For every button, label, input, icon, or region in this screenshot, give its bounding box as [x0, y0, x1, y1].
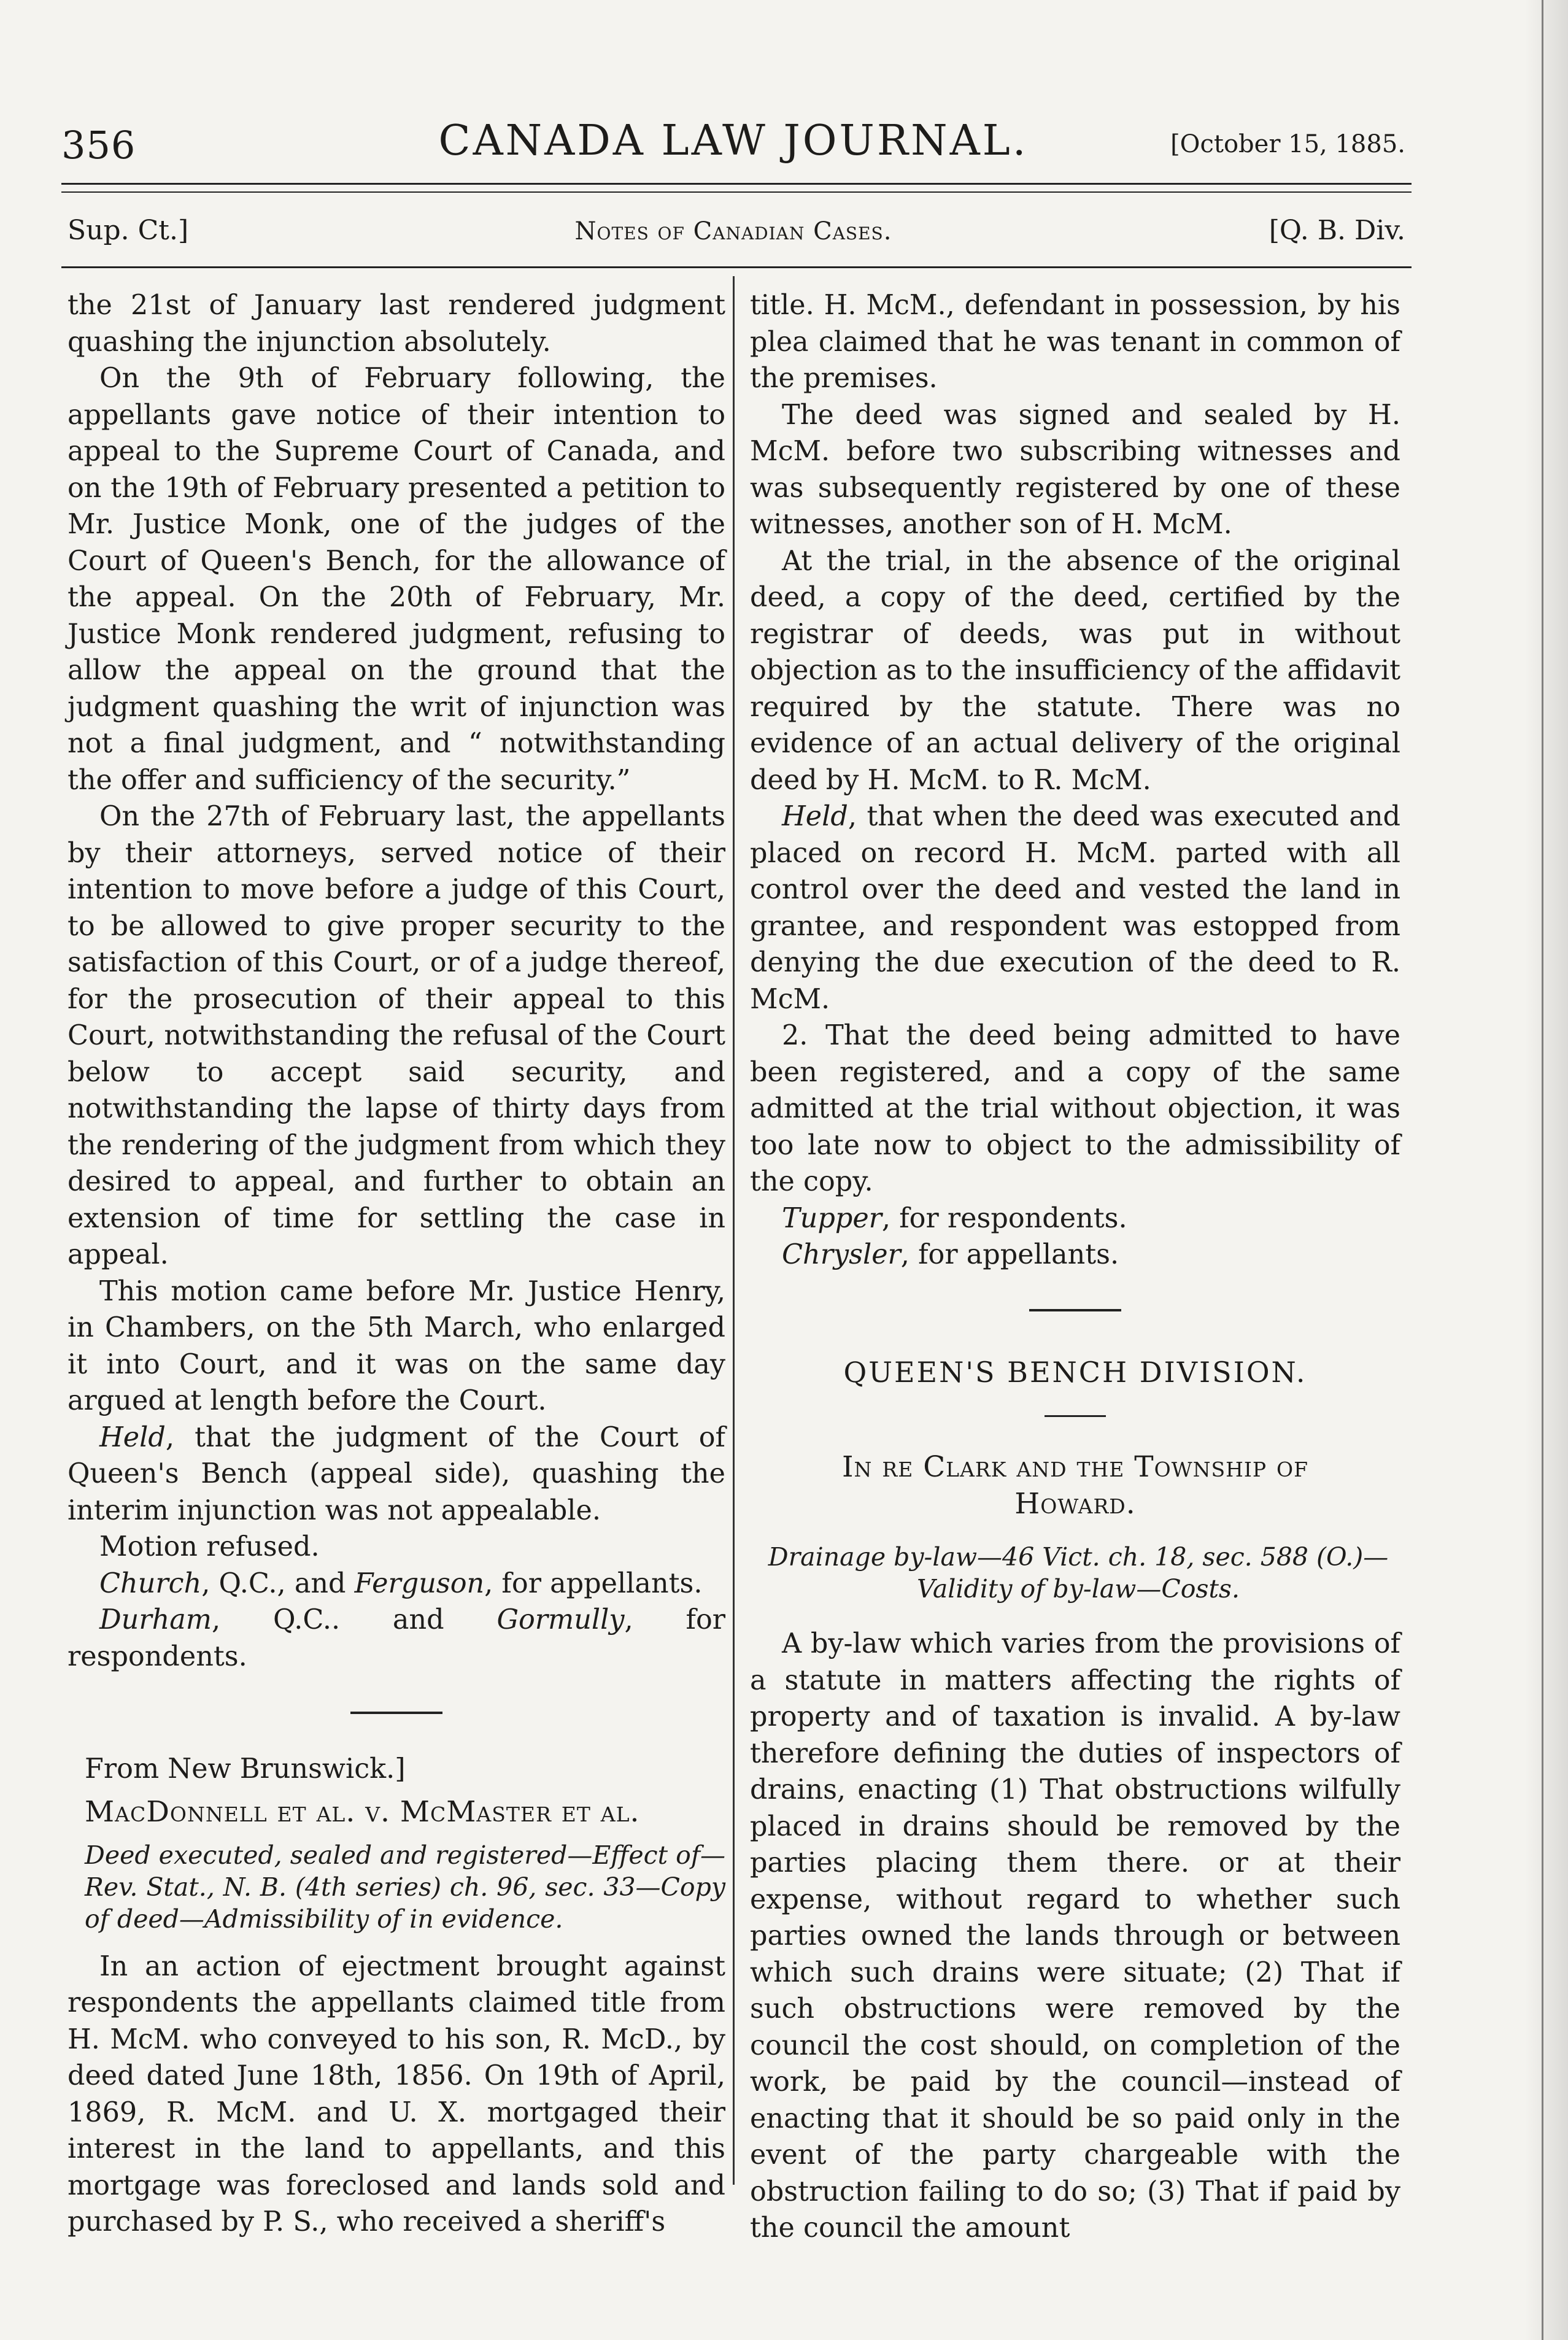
- page-edge-line: [1542, 0, 1543, 2340]
- counsel-name: Gormully: [496, 1604, 625, 1635]
- paragraph: This motion came before Mr. Justice Henry, in Chambers, on the 5th March, who enlarged it into Court, and it was on the same day argued at length before the Court.: [68, 1275, 725, 1416]
- case-title: MacDonnell et al. v. McMaster et al.: [85, 1794, 640, 1829]
- case-title: In re Clark and the Township of: [841, 1450, 1309, 1484]
- counsel-text: , for respondents.: [68, 1604, 726, 1672]
- division-label: [Q. B. Div.: [1269, 215, 1405, 246]
- catchwords: Drainage by-law—46 Vict. ch. 18, sec. 588 (O.)—: [768, 1542, 1389, 1572]
- held-text: , that the judgment of the Court of Queen's Bench (appeal side), quashing the interim injunction was not appealable.: [68, 1421, 725, 1526]
- court-label: Sup. Ct.]: [68, 215, 189, 246]
- counsel-text: , for respondents.: [881, 1202, 1127, 1234]
- counsel-line: [68, 1566, 725, 1602]
- counsel-name: Chrysler: [782, 1239, 901, 1270]
- running-head: [61, 110, 1405, 178]
- counsel-line: [68, 1602, 725, 1675]
- counsel-line: [750, 1200, 1400, 1237]
- paragraph: 2. That the deed being admitted to have been registered, and a copy of the same admitted at the trial without objection, it was too late now to object to the admissibility of the copy.: [750, 1020, 1400, 1197]
- page-number: 356: [61, 123, 136, 168]
- left-column: [68, 287, 725, 2241]
- case-origin: From New Brunswick.]: [85, 1753, 406, 1785]
- counsel-text: , for appellants.: [484, 1567, 703, 1599]
- subheader-rule: [61, 266, 1412, 268]
- paragraph: The deed was signed and sealed by H. McM. before two subscribing witnesses and was subsequently registered by one of these witnesses, another son of H. McM.: [750, 399, 1400, 540]
- paragraph: In an action of ejectment brought against respondents the appellants claimed title from H. McM. who conveyed to his son, R. McD., by deed dated June 18th, 1856. On 19th of April, 1869, R. McM. and U. X. mortgaged their interest in the land to appellants, and this mortgage was foreclosed and lands sold and purchased by P. S., who received a sheriff's: [68, 1950, 725, 2238]
- paragraph: title. H. McM., defendant in possession, by his plea claimed that he was tenant in common of the premises.: [750, 290, 1400, 394]
- catchwords: Validity of by-law—Costs.: [917, 1574, 1240, 1604]
- counsel-line: [750, 1237, 1400, 1273]
- case-title: Howard.: [1014, 1487, 1136, 1521]
- counsel-name: Tupper: [782, 1202, 882, 1234]
- held-paragraph: [68, 1419, 725, 1529]
- counsel-text: , Q.C.. and: [212, 1604, 497, 1635]
- counsel-text: , for appellants.: [900, 1239, 1119, 1270]
- page-edge-shadow: [1525, 0, 1568, 2340]
- counsel-name: Church: [99, 1567, 202, 1599]
- paragraph: A by-law which varies from the provisions of a statute in matters affecting the rights of property and of taxation is invalid. A by-law therefore defining the duties of inspectors of drains, enacting (1) That obstructions wilfully placed in drains should be removed by the parties placing them there. or at their expense, without regard to whether such parties owned the lands through or between which such drains were situate; (2) That if such obstructions were removed by the council the cost should, on completion of the work, be paid by the council—instead of enacting that it should be so paid only in the event of the party chargeable with the obstruction failing to do so; (3) That if paid by the council the amount: [750, 1628, 1400, 2244]
- paragraph: At the trial, in the absence of the original deed, a copy of the deed, certified by the registrar of deeds, was put in without objection as to the insufficiency of the affidavit required by the statute. There was no evidence of an actual delivery of the original deed by H. McM. to R. McM.: [750, 545, 1400, 796]
- column-divider: [733, 276, 735, 2185]
- counsel-name: Durham: [99, 1604, 212, 1635]
- held-paragraph: [750, 798, 1400, 1017]
- paragraph: On the 27th of February last, the appellants by their attorneys, served notice of their intention to move before a judge of this Court, to be allowed to give proper security to the satisfaction of this Court, or of a judge thereof, for the prosecution of their appeal to this Court, notwithstanding the refusal of the Court below to accept said security, and notwithstanding the lapse of thirty days from the rendering of the judgment from which they desired to appeal, and further to obtain an extension of time for settling the case in appeal.: [68, 801, 725, 1270]
- counsel-text: , Q.C., and: [201, 1567, 355, 1599]
- header-rule-top: [61, 183, 1412, 185]
- paragraph: On the 9th of February following, the appellants gave notice of their intention to appeal to the Supreme Court of Canada, and on the 19th of February presented a petition to Mr. Justice Monk, one of the judges of the Court of Queen's Bench, for the allowance of the appeal. On the 20th of February, Mr. Justice Monk rendered judgment, refusing to allow the appeal on the ground that the judgment quashing the writ of injunction was not a final judgment, and “ notwithstanding the offer and sufficiency of the security.”: [68, 363, 725, 796]
- division-heading: QUEEN'S BENCH DIVISION.: [843, 1355, 1307, 1389]
- section-label: Notes of Canadian Cases.: [574, 217, 892, 245]
- paragraph: the 21st of January last rendered judgment quashing the injunction absolutely.: [68, 290, 725, 358]
- held-word: Held: [782, 801, 848, 832]
- header-rule-bottom: [61, 191, 1412, 193]
- catchwords: Deed executed, sealed and registered—Effect of—Rev. Stat., N. B. (4th series) ch. 96, sec. 33—Copy of deed—Admissibility of in evidence.: [85, 1840, 725, 1934]
- issue-date: [October 15, 1885.: [1170, 130, 1405, 158]
- counsel-name: Ferguson: [354, 1567, 485, 1599]
- section-subheader: [61, 209, 1405, 258]
- journal-title: CANADA LAW JOURNAL.: [438, 117, 1029, 165]
- held-text: , that when the deed was executed and placed on record H. McM. parted with all control over the deed and vested the land in grantee, and respondent was estopped from denying the due execution of the deed to R. McM.: [750, 801, 1400, 1015]
- held-word: Held: [99, 1421, 166, 1453]
- right-column: [750, 287, 1400, 2247]
- motion-result: Motion refused.: [99, 1531, 320, 1562]
